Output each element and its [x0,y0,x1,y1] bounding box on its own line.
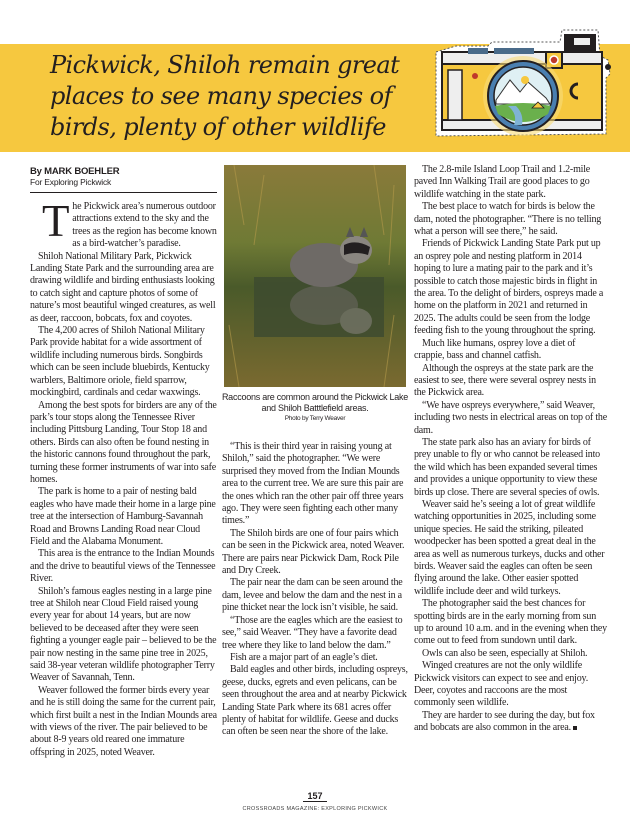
article-headline: Pickwick, Shiloh remain great places to see many species of birds, plenty of other wildlife [50,51,400,141]
paragraph: Bald eagles and other birds, including ospreys, geese, ducks, egrets and even pelicans, can be seen throughout the area and at nearby Pickwick Landing State Park where its 681 acres offer plenty of habitat for wildlife. Geese and ducks can often be seen near the shore of the lake. [222,664,408,738]
paragraph: Owls can also be seen, especially at Shiloh. [422,647,588,659]
final-text: They are harder to see during the day, but fox and bobcats are also common in the area. [414,709,595,734]
article-column-1 [30,166,217,759]
final-paragraph [414,710,607,735]
end-mark-icon [573,726,577,730]
paragraph: The photographer said the best chances for spotting birds are in the early morning from sun up to around 10 a.m. and in the evening when they come out to feed from sundown until dark. [414,598,607,647]
paragraph: Shiloh National Military Park, Pickwick Landing State Park and the surrounding area are drawing wildlife and birding enthusiasts looking to catch sight and capture photos of some of nature’s most beautiful winged creatures, as well as deer, raccoon, bobcats, fox and coyotes. [30,250,216,324]
lead-text: he Pickwick area’s numerous outdoor attractions extend to the sky and the trees as the region has become known as a bird-watcher’s paradise. [72,201,217,250]
paragraph: “This is their third year in raising young at Shiloh,” said the photographer. “We were surprised they moved from the Indian Mounds area to the current tree. We are sure this pair are the ones which ran the other pair off three years ago. They were seen fighting each other many times.” [222,441,404,527]
article-column-3 [414,164,607,735]
paragraph: Much like humans, osprey love a diet of crappie, bass and channel catfish. [414,337,576,362]
article-column-2 [222,441,411,739]
page-number: 157 [303,791,326,802]
byline-affiliation: For Exploring Pickwick [30,177,112,187]
paragraph: The state park also has an aviary for birds of prey unable to fly or who cannot be released into the wild which has been expanded several times and provides a unique opportunity to view these birds up close. There are several species of owls. [414,436,600,498]
paragraph: Friends of Pickwick Landing State Park put up an osprey pole and nesting platform in 2014 hoping to lure a mating pair to the park and it’s possible to catch those majestic birds in flight in the area. To the delight of birders, ospreys made a home on the platform in 2021 and returned in 2025. The adults could be seen from the lodge feeding fish to the young throughout the spring. [414,238,604,337]
paragraph: Among the best spots for birders are any of the park’s tour stops along the Tennessee River including Pittsburg Landing, Tour Stop 18 and others. Birds can also often be found nesting in the historic cannons found throughout the park, turning these former instruments of war into safe homes. [30,399,217,485]
paragraph: Weaver followed the former birds every year and he is still doing the same for the current pair, which first built a nest in the Indian Mounds area with views of the river. The pair believed to be about 8-9 years old reared one immature offspring in 2025, noted Weaver. [30,684,217,758]
camera-icon [428,22,618,152]
paragraph: The pair near the dam can be seen around the dam, levee and below the dam and the nest in a pine thicket near the lock isn’t visible, he said. [222,577,403,614]
photo-credit: Photo by Terry Weaver [284,415,346,422]
byline-divider [30,192,217,193]
paragraph: “Those are the eagles which are the easiest to see,” said Weaver. “They have a favorite dead tree where they like to land below the dam.” [222,614,403,651]
paragraph: Fish are a major part of an eagle’s diet. [230,651,378,663]
paragraph: Shiloh’s famous eagles nesting in a large pine tree at Shiloh near Cloud Field raised young every year for about 14 years, but are now believed to be deceased after they were seen fighting a younger eagle pair – believed to be the pair now nesting in the same pine tree in 2025, said 38-year veteran wildlife photographer Terry Weaver of Savannah, Tenn. [30,585,217,684]
paragraph: The 4,200 acres of Shiloh National Military Park provide habitat for a wide assortment of wildlife including numerous birds. Songbirds which can be seen include bluebirds, Kentucky warblers, Baltimore oriole, field sparrow, mockingbird, cardinals and cedar waxwings. [30,325,210,399]
paragraph: Winged creatures are not the only wildlife Pickwick visitors can expect to see and enjoy. Deer, coyotes and raccoons are the most commonly seen wildlife. [414,660,588,709]
drop-cap: T [42,196,70,246]
byline-author: By MARK BOEHLER [30,166,120,177]
paragraph: Although the ospreys at the state park are the easiest to see, there were several osprey nests in the Pickwick area. [414,362,596,399]
paragraph: The Shiloh birds are one of four pairs which can be seen in the Pickwick area, noted Weaver. There are pairs near Pickwick Dam, Rock Pile and Dry Creek. [222,527,405,577]
publication-name: CROSSROADS MAGAZINE: EXPLORING PICKWICK [242,806,388,812]
paragraph: Weaver said he’s seeing a lot of great wildlife watching opportunities in 2025, including some unique species. He said the striking, pileated woodpecker has been spotted a great deal in the area as well as numerous turkeys, ducks and other birds. Weaver said the eagles can often be seen flying around the lake. Other easier spotted wildlife include deer and wild turkeys. [414,498,605,597]
paragraph: The park is home to a pair of nesting bald eagles who have made their home in a large pine tree at the intersection of Hamburg-Savannah Road and Browns Landing Road near Cloud Field and the Alabama Monument. [30,486,216,547]
page-footer [0,786,630,813]
paragraph: “We have ospreys everywhere,” said Weaver, including two nests in electrical areas on top of the dam. [414,399,607,436]
paragraph: The best place to watch for birds is below the dam, noted the photographer. “There is no telling what a person will see there,” he said. [414,201,602,238]
paragraph: This area is the entrance to the Indian Mounds and the drive to beautiful views of the Tennessee River. [30,548,216,585]
raccoon-photo [224,165,406,387]
photo-caption: Raccoons are common around the Pickwick Lake and Shiloh Batttlefield areas. [221,392,409,413]
paragraph: The 2.8-mile Island Loop Trail and 1.2-mile paved Inn Walking Trail are good places to go wildlife watching in the state park. [414,164,591,200]
lead-paragraph [30,196,217,251]
photo-caption-block [218,392,412,424]
